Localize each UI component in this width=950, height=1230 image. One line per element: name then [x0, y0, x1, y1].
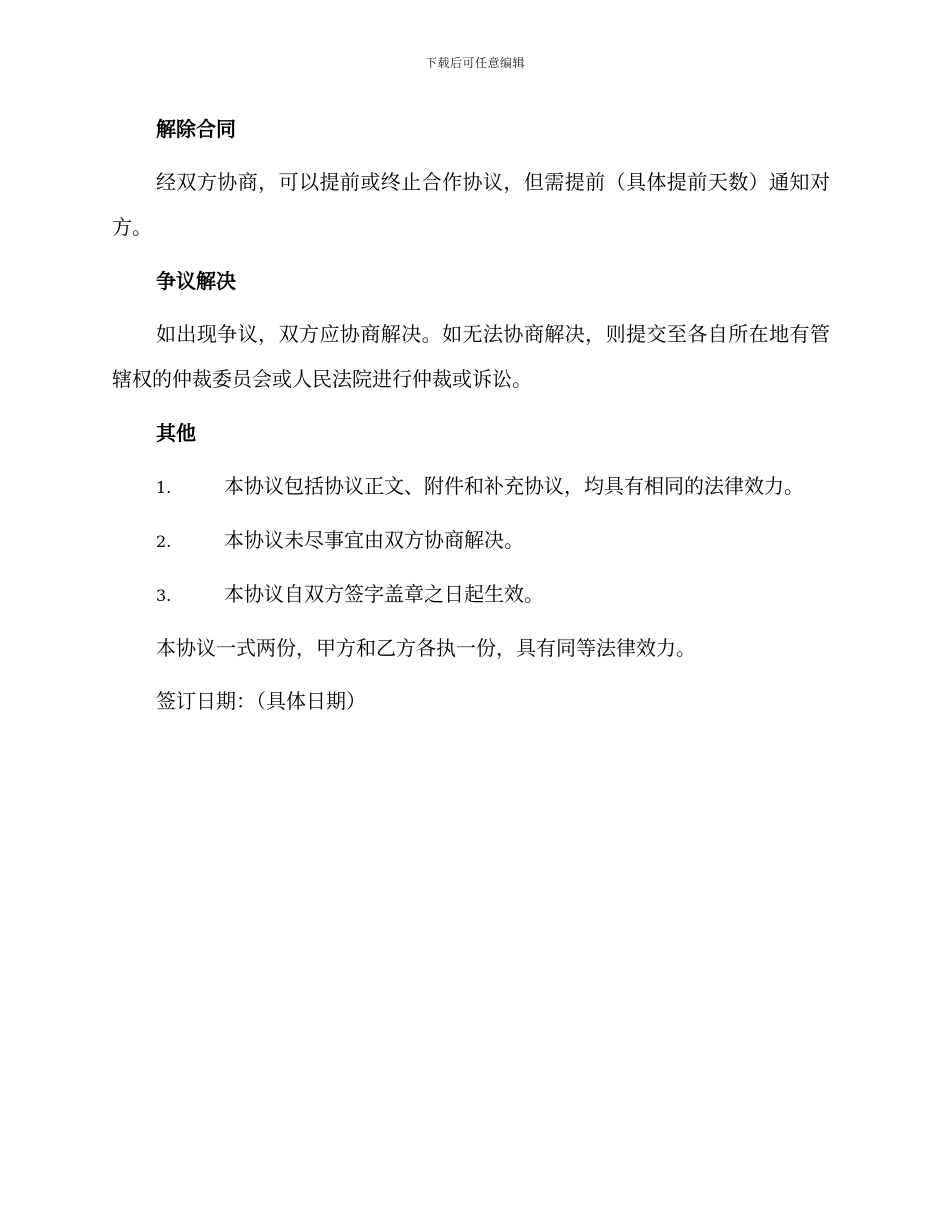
list-item: [112, 518, 830, 564]
list-item-text: 本协议自双方签字盖章之日起生效。: [224, 582, 544, 606]
sign-date: 签订日期：（具体日期）: [156, 689, 366, 713]
section-title-dispute: 争议解决: [156, 269, 236, 293]
list-item-text: 本协议包括协议正文、附件和补充协议，均具有相同的法律效力。: [224, 474, 804, 498]
list-item-number: 2.: [156, 532, 172, 551]
document-body: [112, 106, 830, 732]
copies-statement: 本协议一式两份，甲方和乙方各执一份，具有同等法律效力。: [156, 636, 696, 660]
section-title-termination: 解除合同: [156, 117, 236, 141]
list-item-number: 1.: [156, 478, 172, 497]
list-item-number: 3.: [156, 586, 172, 605]
section-body-dispute: 如出现争议，双方应协商解决。如无法协商解决，则提交至各自所在地有管辖权的仲裁委员会或人民法院进行仲裁或诉讼。: [112, 322, 830, 391]
section-title-other: 其他: [156, 421, 196, 445]
header-note: 下载后可任意编辑: [424, 56, 525, 70]
list-item-text: 本协议未尽事宜由双方协商解决。: [224, 528, 524, 552]
list-item: [112, 572, 830, 618]
section-body-termination: 经双方协商，可以提前或终止合作协议，但需提前（具体提前天数）通知对方。: [112, 170, 830, 239]
list-item: [112, 464, 830, 510]
